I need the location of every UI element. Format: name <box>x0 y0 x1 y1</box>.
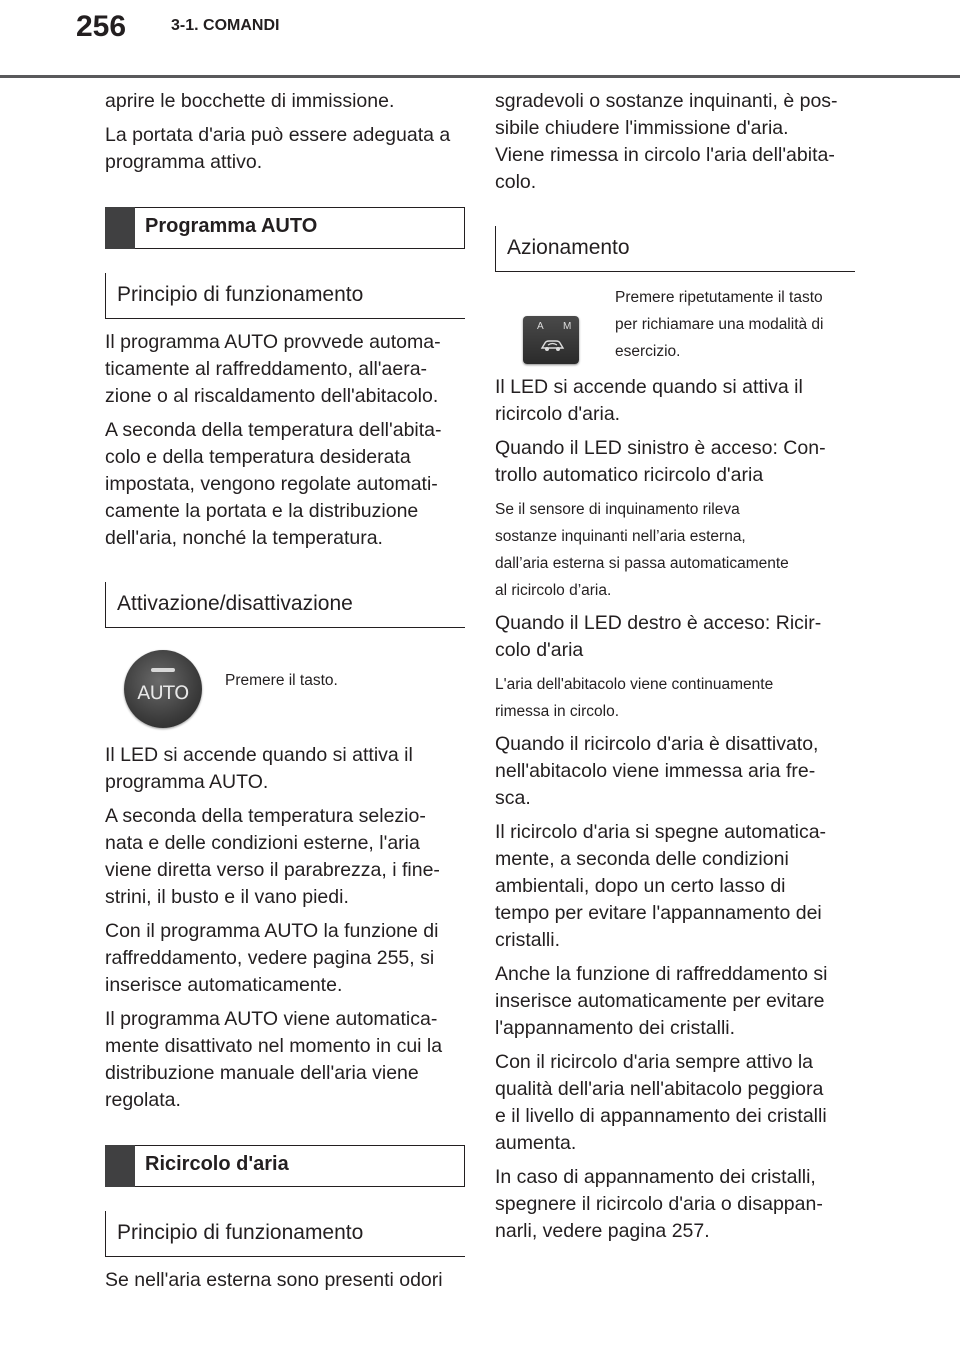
note-paragraph: Se il sensore di inquinamento rileva sostanze inquinanti nell’aria esterna, dall’aria esterna si passa automaticamente al ricircolo d’aria. <box>495 501 789 599</box>
left-column <box>105 88 465 1301</box>
paragraph: La portata d'aria può essere adeguata a programma attivo. <box>105 124 451 173</box>
recirc-button-row <box>495 286 855 372</box>
paragraph: Il LED si accende quando si attiva il ricircolo d'aria. <box>495 376 803 425</box>
car-recirculation-icon <box>537 336 567 354</box>
subheading-principio-2: Principio di funzionamento <box>105 1211 465 1257</box>
auto-instruction: Premere il tasto. <box>225 672 338 689</box>
page-number: 256 <box>76 10 127 43</box>
paragraph: Quando il LED destro è acceso: Ricir- colo d'aria <box>495 612 822 661</box>
paragraph: Il programma AUTO provvede automa- ticamente al raffreddamento, all'aera- zione o al riscaldamento dell'abitacolo. <box>105 331 441 407</box>
paragraph: sgradevoli o sostanze inquinanti, è pos- sibile chiudere l'immissione d'aria. Viene rimessa in circolo l'aria dell'abita- colo. <box>495 90 838 193</box>
paragraph: Il LED si accende quando si attiva il programma AUTO. <box>105 744 413 793</box>
auto-button-row <box>105 642 465 738</box>
note-paragraph: L'aria dell'abitacolo viene continuamente rimessa in circolo. <box>495 676 774 720</box>
paragraph: aprire le bocchette di immissione. <box>105 90 395 112</box>
section-heading-auto: Programma AUTO <box>105 207 465 249</box>
paragraph: Il ricircolo d'aria si spegne automatica- mente, a seconda delle condizioni ambientali, dopo un certo lasso di tempo per evitare l'appannamento dei cristalli. <box>495 821 827 951</box>
paragraph: A seconda della temperatura dell'abita- colo e della temperatura desiderata impostata, vengono regolate automati- camente la portata e la distribuzione dell'aria, nonché la temperatura. <box>105 419 442 549</box>
section-heading-ricircolo: Ricircolo d'aria <box>105 1145 465 1187</box>
led-indicator <box>151 668 175 672</box>
subheading-principio: Principio di funzionamento <box>105 273 465 319</box>
recirculation-button-icon: A M <box>523 316 579 364</box>
header-divider <box>0 75 960 78</box>
paragraph: Con il ricircolo d'aria sempre attivo la qualità dell'aria nell'abitacolo peggiora e il livello di appannamento dei cristalli aumenta. <box>495 1051 827 1154</box>
right-column <box>495 88 855 1252</box>
paragraph: Con il programma AUTO la funzione di raffreddamento, vedere pagina 255, si inserisce automaticamente. <box>105 920 439 996</box>
paragraph: Quando il LED sinistro è acceso: Con- trollo automatico ricircolo d'aria <box>495 437 826 486</box>
paragraph: Anche la funzione di raffreddamento si inserisce automaticamente per evitare l'appannamento dei cristalli. <box>495 963 828 1039</box>
recirc-instruction: Premere ripetutamente il tasto per richiamare una modalità di esercizio. <box>615 289 824 360</box>
subheading-attivazione: Attivazione/disattivazione <box>105 582 465 628</box>
heading-bar <box>105 207 135 249</box>
heading-bar <box>105 1145 135 1187</box>
paragraph: Se nell'aria esterna sono presenti odori <box>105 1269 443 1291</box>
page-header <box>0 0 960 80</box>
section-title: 3-1. COMANDI <box>171 17 280 34</box>
paragraph: A seconda della temperatura selezio- nata e delle condizioni esterne, l'aria viene diretta verso il parabrezza, i fine- strini, il busto e il vano piedi. <box>105 805 440 908</box>
subheading-azionamento: Azionamento <box>495 226 855 272</box>
paragraph: In caso di appannamento dei cristalli, spegnere il ricircolo d'aria o disappan- narli, vedere pagina 257. <box>495 1166 823 1242</box>
paragraph: Quando il ricircolo d'aria è disattivato, nell'abitacolo viene immessa aria fre- sca. <box>495 733 819 809</box>
auto-button-icon: AUTO <box>124 650 202 728</box>
paragraph: Il programma AUTO viene automatica- mente disattivato nel momento in cui la distribuzione manuale dell'aria viene regolata. <box>105 1008 443 1111</box>
